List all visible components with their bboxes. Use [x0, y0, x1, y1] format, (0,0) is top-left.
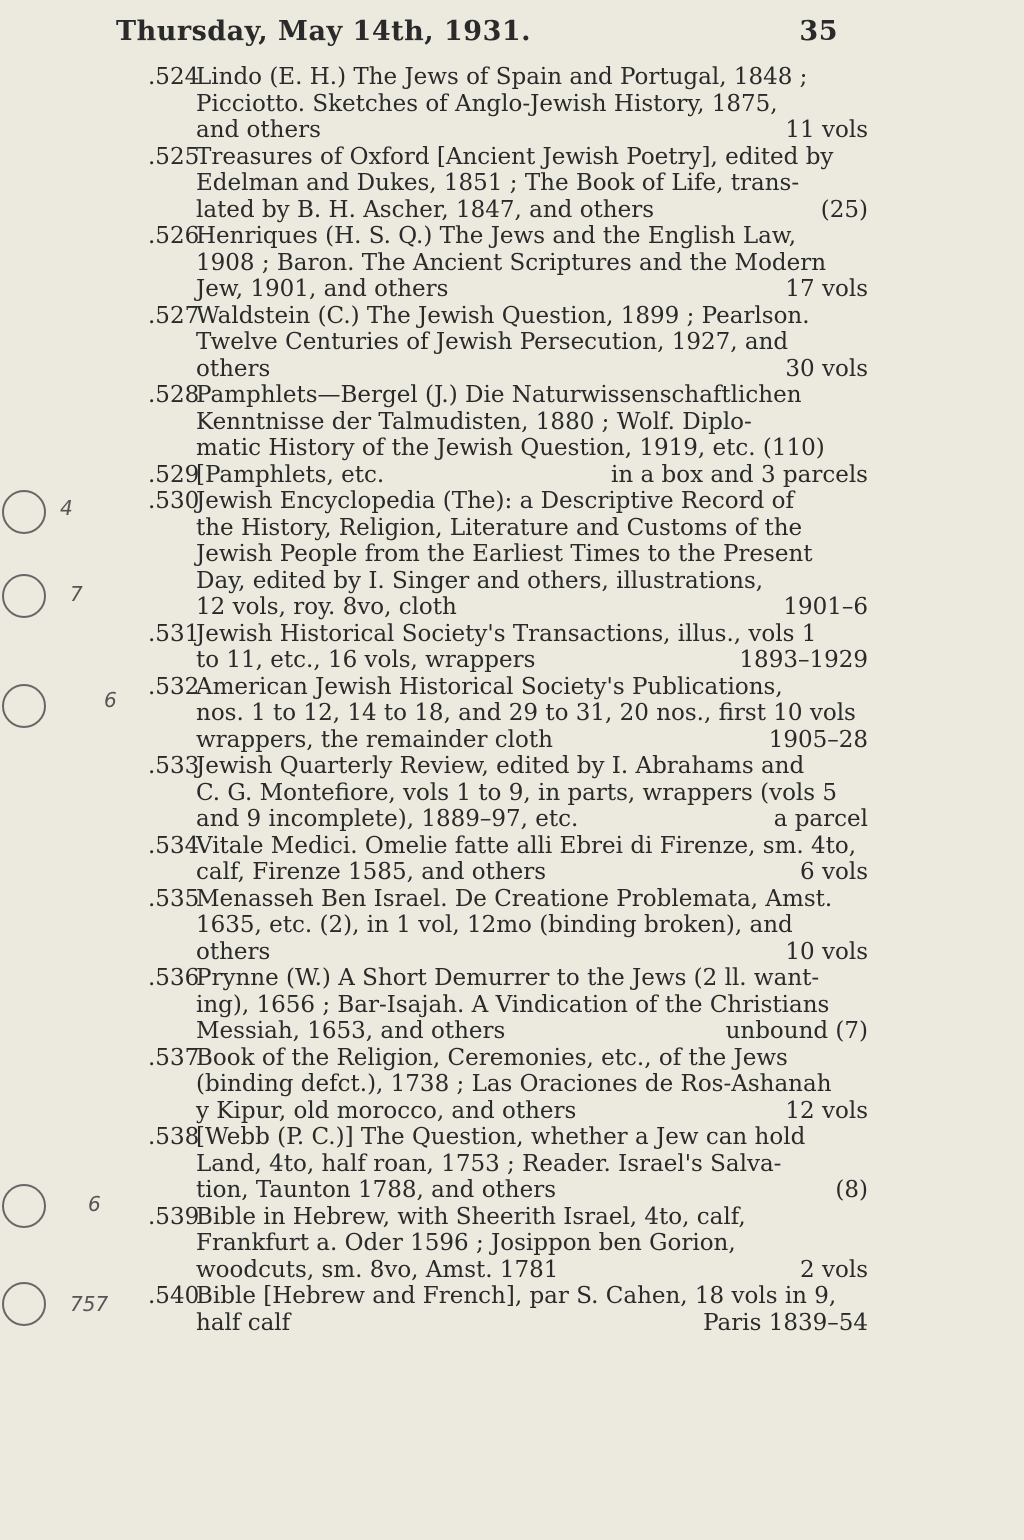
lot-entry — [148, 488, 868, 621]
lot-line — [148, 91, 868, 118]
lot-text: lated by B. H. Ascher, 1847, and others — [196, 196, 655, 223]
lot-text: Waldstein (C.) The Jewish Question, 1899 ; Pearlson. — [196, 302, 810, 329]
lot-quantity: 10 vols — [785, 938, 868, 965]
lot-quantity: 6 vols — [800, 859, 868, 885]
lot-line — [148, 833, 868, 860]
lot-entry — [148, 1204, 868, 1284]
lot-line — [148, 939, 868, 966]
lot-line — [148, 1257, 868, 1284]
lot-text: Menasseh Ben Israel. De Creatione Problemata, Amst. — [196, 885, 833, 912]
lot-text: Lindo (E. H.) The Jews of Spain and Portugal, 1848 ; — [196, 64, 808, 90]
lot-line — [148, 621, 868, 648]
lot-number: .539 — [148, 1203, 200, 1230]
margin-note-530: 7 — [70, 582, 83, 606]
lot-text: Henriques (H. S. Q.) The Jews and the English Law, — [196, 223, 797, 249]
lot-text: Jewish Encyclopedia (The): a Descriptive Record of — [196, 488, 794, 514]
lot-text: matic History of the Jewish Question, 1919, etc. (110) — [196, 435, 825, 461]
lot-text: Treasures of Oxford [Ancient Jewish Poetry], edited by — [196, 143, 834, 170]
lot-number: .535 — [148, 885, 200, 912]
lot-line — [148, 1045, 868, 1072]
lot-entry — [148, 753, 868, 833]
lot-line — [148, 488, 868, 515]
lot-line — [148, 1124, 868, 1151]
lot-line — [148, 250, 868, 277]
lot-quantity: 1905–28 — [768, 726, 868, 753]
lot-quantity: 17 vols — [785, 276, 868, 302]
lot-entry — [148, 1124, 868, 1204]
lot-line — [148, 356, 868, 383]
lot-line — [148, 276, 868, 303]
lot-number: .533 — [148, 753, 200, 779]
lot-list — [148, 64, 868, 1336]
lot-number: .527 — [148, 302, 200, 329]
lot-line — [148, 859, 868, 886]
margin-circle-530 — [2, 574, 46, 618]
lot-entry — [148, 886, 868, 966]
lot-entry — [148, 1045, 868, 1125]
lot-text: 12 vols, roy. 8vo, cloth — [196, 594, 457, 620]
lot-entry — [148, 144, 868, 224]
lot-text: Day, edited by I. Singer and others, illustrations, — [196, 567, 764, 594]
lot-quantity: 12 vols — [785, 1097, 868, 1124]
lot-text: Picciotto. Sketches of Anglo-Jewish History, 1875, — [196, 90, 778, 117]
lot-number: .540 — [148, 1283, 200, 1309]
lot-line — [148, 329, 868, 356]
lot-text: Prynne (W.) A Short Demurrer to the Jews (2 ll. want- — [196, 965, 820, 991]
lot-text: Kenntnisse der Talmudisten, 1880 ; Wolf. Diplo- — [196, 408, 752, 435]
lot-text: [Pamphlets, etc. — [196, 461, 385, 488]
lot-entry — [148, 833, 868, 886]
lot-line — [148, 409, 868, 436]
margin-circle-538 — [2, 1184, 46, 1228]
lot-line — [148, 806, 868, 833]
lot-number: .537 — [148, 1044, 200, 1071]
lot-number: .538 — [148, 1124, 200, 1150]
lot-line — [148, 1151, 868, 1178]
margin-note-538: 6 — [88, 1192, 101, 1216]
lot-text: y Kipur, old morocco, and others — [196, 1097, 577, 1124]
lot-text: Messiah, 1653, and others — [196, 1018, 506, 1044]
lot-number: .525 — [148, 143, 200, 170]
lot-text: Bible [Hebrew and French], par S. Cahen, 18 vols in 9, — [196, 1283, 837, 1309]
lot-number: .524 — [148, 64, 200, 90]
lot-text: 1908 ; Baron. The Ancient Scriptures and the Modern — [196, 249, 827, 276]
lot-text: Jewish People from the Earliest Times to the Present — [196, 541, 813, 567]
lot-line — [148, 435, 868, 462]
lot-entry — [148, 1283, 868, 1336]
lot-text: and others — [196, 117, 321, 143]
lot-quantity: 30 vols — [785, 355, 868, 382]
lot-text: Land, 4to, half roan, 1753 ; Reader. Israel's Salva- — [196, 1150, 782, 1177]
lot-text: nos. 1 to 12, 14 to 18, and 29 to 31, 20 nos., first 10 vols — [196, 700, 856, 726]
margin-circle-531 — [2, 684, 46, 728]
header-date: Thursday, May 14th, 1931. — [116, 16, 532, 47]
lot-line — [148, 594, 868, 621]
lot-number: .526 — [148, 223, 200, 249]
lot-line — [148, 1204, 868, 1231]
lot-text: Twelve Centuries of Jewish Persecution, 1927, and — [196, 329, 789, 355]
lot-text: tion, Taunton 1788, and others — [196, 1177, 557, 1203]
lot-entry — [148, 462, 868, 489]
lot-text: (binding defct.), 1738 ; Las Oraciones de Ros-Ashanah — [196, 1071, 832, 1097]
lot-line — [148, 1018, 868, 1045]
lot-text: Jewish Quarterly Review, edited by I. Abrahams and — [196, 753, 805, 779]
lot-text: Bible in Hebrew, with Sheerith Israel, 4to, calf, — [196, 1203, 746, 1230]
lot-text: Jewish Historical Society's Transactions, illus., vols 1 — [196, 620, 817, 647]
lot-entry — [148, 223, 868, 303]
lot-text: others — [196, 938, 271, 965]
lot-line — [148, 674, 868, 701]
lot-text: Frankfurt a. Oder 1596 ; Josippon ben Gorion, — [196, 1230, 736, 1256]
lot-line — [148, 647, 868, 674]
lot-quantity: Paris 1839–54 — [703, 1309, 868, 1336]
lot-text: 1635, etc. (2), in 1 vol, 12mo (binding broken), and — [196, 912, 793, 938]
page-number: 35 — [799, 16, 838, 47]
margin-circle-529 — [2, 490, 46, 534]
lot-line — [148, 382, 868, 409]
lot-text: Jew, 1901, and others — [196, 276, 449, 302]
page-header — [116, 16, 838, 56]
lot-line — [148, 1071, 868, 1098]
lot-text: Edelman and Dukes, 1851 ; The Book of Life, trans- — [196, 170, 800, 196]
lot-text: Vitale Medici. Omelie fatte alli Ebrei di Firenze, sm. 4to, — [196, 832, 857, 859]
lot-number: .528 — [148, 382, 200, 408]
lot-text: the History, Religion, Literature and Customs of the — [196, 514, 803, 541]
lot-line — [148, 965, 868, 992]
lot-text: C. G. Montefiore, vols 1 to 9, in parts, wrappers (vols 5 — [196, 779, 838, 806]
lot-quantity: (8) — [835, 1177, 868, 1203]
lot-line — [148, 780, 868, 807]
lot-line — [148, 223, 868, 250]
lot-entry — [148, 674, 868, 754]
margin-circle-539 — [2, 1282, 46, 1326]
lot-line — [148, 1310, 868, 1337]
lot-line — [148, 700, 868, 727]
lot-quantity: unbound (7) — [725, 1018, 868, 1044]
lot-quantity: a parcel — [773, 806, 868, 832]
lot-entry — [148, 621, 868, 674]
lot-text: calf, Firenze 1585, and others — [196, 859, 547, 885]
lot-line — [148, 1177, 868, 1204]
lot-text: and 9 incomplete), 1889–97, etc. — [196, 806, 579, 832]
lot-line — [148, 1283, 868, 1310]
lot-text: [Webb (P. C.)] The Question, whether a Jew can hold — [196, 1124, 806, 1150]
lot-quantity: 1901–6 — [783, 594, 868, 620]
lot-number: .530 — [148, 488, 200, 514]
margin-note-531: 6 — [104, 688, 117, 712]
lot-quantity: 11 vols — [785, 117, 868, 143]
lot-line — [148, 197, 868, 224]
lot-number: .532 — [148, 673, 200, 700]
lot-text: half calf — [196, 1309, 291, 1336]
lot-line — [148, 462, 868, 489]
lot-line — [148, 1230, 868, 1257]
lot-line — [148, 1098, 868, 1125]
lot-line — [148, 992, 868, 1019]
lot-quantity: 2 vols — [800, 1256, 868, 1283]
lot-line — [148, 144, 868, 171]
lot-text: others — [196, 355, 271, 382]
lot-quantity: (25) — [820, 196, 868, 223]
lot-number: .534 — [148, 832, 200, 859]
lot-text: Pamphlets—Bergel (J.) Die Naturwissenschaftlichen — [196, 382, 802, 408]
lot-line — [148, 170, 868, 197]
lot-text: ing), 1656 ; Bar-Isajah. A Vindication of the Christians — [196, 991, 830, 1018]
lot-line — [148, 303, 868, 330]
lot-line — [148, 64, 868, 91]
lot-line — [148, 541, 868, 568]
lot-line — [148, 753, 868, 780]
lot-number: .536 — [148, 965, 200, 991]
lot-number: .529 — [148, 461, 200, 488]
lot-text: woodcuts, sm. 8vo, Amst. 1781 — [196, 1256, 559, 1283]
lot-text: Book of the Religion, Ceremonies, etc., of the Jews — [196, 1044, 788, 1071]
lot-quantity: in a box and 3 parcels — [611, 461, 868, 488]
lot-entry — [148, 965, 868, 1045]
lot-line — [148, 912, 868, 939]
margin-note-539: 757 — [70, 1292, 109, 1316]
lot-entry — [148, 382, 868, 462]
lot-text: wrappers, the remainder cloth — [196, 726, 553, 753]
lot-entry — [148, 64, 868, 144]
lot-quantity: 1893–1929 — [739, 647, 868, 673]
lot-text: to 11, etc., 16 vols, wrappers — [196, 647, 536, 673]
lot-entry — [148, 303, 868, 383]
lot-line — [148, 727, 868, 754]
lot-line — [148, 515, 868, 542]
lot-number: .531 — [148, 620, 200, 647]
lot-text: American Jewish Historical Society's Publications, — [196, 673, 783, 700]
lot-line — [148, 886, 868, 913]
lot-line — [148, 117, 868, 144]
margin-note-529: 4 — [60, 496, 73, 520]
lot-line — [148, 568, 868, 595]
